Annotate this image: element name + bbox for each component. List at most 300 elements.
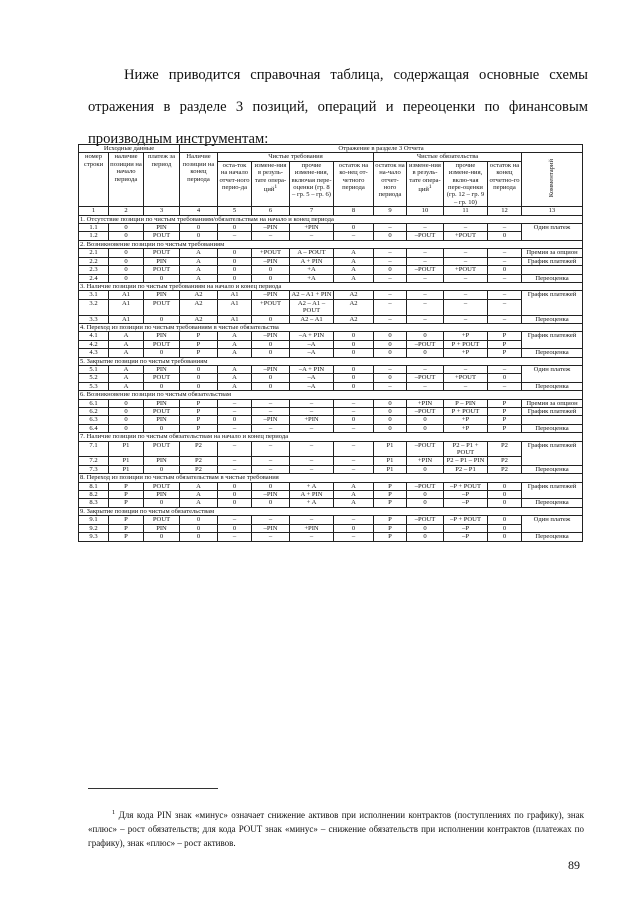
table-cell: –: [488, 365, 522, 373]
table-cell: 8.2: [79, 491, 109, 499]
table-cell: –: [218, 232, 252, 240]
table-cell: 0: [109, 257, 144, 265]
table-cell: 0: [407, 465, 444, 473]
table-cell: –: [444, 249, 488, 257]
comment-cell: График платежей: [522, 257, 583, 265]
table-cell: A: [109, 340, 144, 348]
section-header-row: [79, 391, 583, 399]
table-cell: –PIN: [252, 365, 290, 373]
col-header-comment-text: Комментарий: [548, 159, 556, 198]
table-cell: A: [180, 491, 218, 499]
table-cell: P: [488, 332, 522, 340]
table-cell: 2.2: [79, 257, 109, 265]
table-cell: –: [488, 224, 522, 232]
table-cell: –: [488, 382, 522, 390]
table-cell: 0: [252, 315, 290, 323]
table-cell: +P: [444, 424, 488, 432]
table-cell: P2: [180, 465, 218, 473]
group-header-source: Исходные данные: [79, 145, 180, 153]
table-cell: –PIN: [252, 332, 290, 340]
table-cell: POUT: [144, 266, 180, 274]
table-cell: 0: [180, 533, 218, 541]
table-row: [79, 516, 583, 524]
table-cell: 0: [252, 499, 290, 507]
table-cell: –: [252, 465, 290, 473]
table-cell: –A: [290, 382, 334, 390]
footnote-ref-2: 1: [428, 184, 432, 191]
table-cell: –A: [290, 340, 334, 348]
table-cell: –: [334, 533, 374, 541]
table-cell: +POUT: [444, 374, 488, 382]
table-cell: 0: [374, 416, 407, 424]
table-cell: –: [252, 399, 290, 407]
table-cell: +P: [444, 332, 488, 340]
table-cell: –: [488, 291, 522, 299]
table-cell: 0: [252, 274, 290, 282]
table-cell: –: [290, 232, 334, 240]
table-cell: 0: [252, 349, 290, 357]
column-number: 6: [252, 207, 290, 215]
table-cell: A + PIN: [290, 491, 334, 499]
table-cell: POUT: [144, 340, 180, 348]
table-row: [79, 365, 583, 373]
table-cell: 6.4: [79, 424, 109, 432]
col-header-claims-operations-text: измене-ния в резуль-тате опера-ций: [254, 161, 287, 194]
reference-table: [78, 144, 583, 542]
table-cell: PIN: [144, 365, 180, 373]
table-cell: P: [180, 349, 218, 357]
table-cell: A: [218, 382, 252, 390]
table-cell: 0: [109, 266, 144, 274]
table-cell: P: [374, 524, 407, 532]
table-cell: –: [252, 533, 290, 541]
table-cell: 0: [488, 232, 522, 240]
table-cell: P2: [488, 465, 522, 473]
table-cell: –: [407, 257, 444, 265]
table-cell: +P: [444, 349, 488, 357]
table-cell: P2: [180, 441, 218, 457]
table-cell: A1: [218, 315, 252, 323]
table-cell: –: [334, 465, 374, 473]
table-cell: P: [488, 408, 522, 416]
table-cell: –: [218, 424, 252, 432]
table-cell: P2 – P1 + POUT: [444, 441, 488, 457]
table-cell: –: [334, 232, 374, 240]
table-cell: +PIN: [407, 399, 444, 407]
table-cell: P2 – P1: [444, 465, 488, 473]
table-cell: A: [109, 365, 144, 373]
table-cell: A: [109, 382, 144, 390]
section-title: 1. Отсутствие позиции по чистым требованиям/обязательствам на начало и конец периода: [79, 215, 583, 223]
table-cell: –: [444, 224, 488, 232]
comment-cell: Премия за опцион: [522, 399, 583, 407]
table-cell: 0: [374, 424, 407, 432]
table-cell: –: [290, 441, 334, 457]
table-cell: P1: [374, 457, 407, 465]
table-cell: 0: [252, 374, 290, 382]
col-header-oblig-other: прочие измене-ния, вклю-чая пере-оценки (гр. 12 – гр. 9 – гр. 10): [444, 161, 488, 206]
table-cell: 0: [144, 533, 180, 541]
table-cell: 9.1: [79, 516, 109, 524]
table-cell: 0: [488, 499, 522, 507]
table-cell: 0: [374, 232, 407, 240]
table-cell: P: [374, 499, 407, 507]
table-cell: P: [180, 340, 218, 348]
section-title: 6. Возникновение позиции по чистым обязательствам: [79, 391, 583, 399]
col-header-row-number: номер строки: [79, 153, 109, 207]
table-cell: –: [407, 299, 444, 315]
table-cell: P: [109, 491, 144, 499]
table-cell: –: [290, 465, 334, 473]
table-cell: P: [180, 399, 218, 407]
table-cell: A: [180, 274, 218, 282]
table-cell: 0: [488, 524, 522, 532]
col-header-claims-end: остаток на ко-нец от-четного периода: [334, 161, 374, 206]
table-cell: P: [180, 332, 218, 340]
table-cell: P1: [109, 457, 144, 465]
table-cell: PIN: [144, 457, 180, 465]
table-cell: –: [290, 457, 334, 465]
table-cell: POUT: [144, 299, 180, 315]
table-cell: 0: [374, 399, 407, 407]
table-cell: POUT: [144, 374, 180, 382]
table-cell: –P: [444, 533, 488, 541]
table-row: [79, 482, 583, 490]
table-cell: P: [109, 482, 144, 490]
table-row: [79, 524, 583, 532]
table-cell: 4.1: [79, 332, 109, 340]
table-cell: A: [218, 374, 252, 382]
table-cell: 0: [488, 266, 522, 274]
comment-cell: Переоценка: [522, 424, 583, 432]
column-number: 8: [334, 207, 374, 215]
table-cell: –: [407, 365, 444, 373]
table-cell: A: [109, 374, 144, 382]
comment-cell: Переоценка: [522, 499, 583, 507]
table-cell: P2: [180, 457, 218, 465]
table-cell: 7.1: [79, 441, 109, 457]
table-cell: A: [218, 340, 252, 348]
table-cell: A: [109, 349, 144, 357]
footnote: [88, 806, 584, 850]
table-cell: PIN: [144, 291, 180, 299]
footnote-mark: 1: [112, 809, 116, 816]
table-cell: A1: [109, 299, 144, 315]
table-cell: P: [180, 416, 218, 424]
table-cell: 1.1: [79, 224, 109, 232]
table-cell: POUT: [144, 516, 180, 524]
table-cell: –: [407, 315, 444, 323]
table-cell: 0: [334, 365, 374, 373]
table-cell: –: [252, 232, 290, 240]
table-cell: 0: [334, 374, 374, 382]
table-cell: 0: [374, 266, 407, 274]
table-cell: P2: [488, 457, 522, 465]
table-cell: –: [488, 299, 522, 315]
table-cell: A: [180, 499, 218, 507]
table-cell: –: [444, 365, 488, 373]
table-row: [79, 416, 583, 424]
table-cell: 3.3: [79, 315, 109, 323]
table-cell: –: [374, 315, 407, 323]
column-number: 7: [290, 207, 334, 215]
table-cell: –: [218, 408, 252, 416]
table-row: [79, 499, 583, 507]
table-cell: +PIN: [290, 416, 334, 424]
comment-cell: График платежей: [522, 408, 583, 416]
table-cell: A: [180, 257, 218, 265]
table-cell: 5.2: [79, 374, 109, 382]
table-cell: 7.3: [79, 465, 109, 473]
table-cell: 0: [407, 424, 444, 432]
section-title: 3. Наличие позиции по чистым требованиям на начало и конец периода: [79, 282, 583, 290]
section-header-row: [79, 357, 583, 365]
table-cell: –: [334, 399, 374, 407]
table-cell: A1: [109, 291, 144, 299]
table-cell: 0: [109, 274, 144, 282]
table-cell: 0: [407, 416, 444, 424]
intro-paragraph: Ниже приводится справочная таблица, содержащая основные схемы отражения в разделе 3 позиций, операций и переоценки по финансовым производным инструментам:: [88, 66, 588, 147]
table-cell: –: [407, 274, 444, 282]
table-cell: –A: [290, 349, 334, 357]
table-cell: 0: [218, 249, 252, 257]
table-cell: PIN: [144, 257, 180, 265]
table-cell: A2: [180, 315, 218, 323]
col-header-payment: платеж за период: [144, 153, 180, 207]
table-cell: 5.1: [79, 365, 109, 373]
table-cell: 0: [109, 416, 144, 424]
table-row: [79, 457, 583, 465]
table-cell: 0: [109, 224, 144, 232]
table-cell: A: [180, 482, 218, 490]
table-row: [79, 408, 583, 416]
comment-cell: Переоценка: [522, 315, 583, 323]
table-cell: +PIN: [290, 224, 334, 232]
table-cell: 0: [334, 340, 374, 348]
table-cell: 0: [218, 482, 252, 490]
table-cell: –PIN: [252, 291, 290, 299]
table-cell: 3.1: [79, 291, 109, 299]
column-number: 10: [407, 207, 444, 215]
table-cell: A2: [180, 291, 218, 299]
col-header-position-start: наличие позиции на начало периода: [109, 153, 144, 207]
col-header-claims-start: оста-ток на начало отчет-ного перио-да: [218, 161, 252, 206]
column-number: 9: [374, 207, 407, 215]
column-number-row: [79, 207, 583, 215]
table-cell: PIN: [144, 332, 180, 340]
table-cell: 0: [180, 232, 218, 240]
table-cell: 0: [252, 266, 290, 274]
table-cell: –POUT: [407, 340, 444, 348]
table-cell: A: [180, 249, 218, 257]
col-header-claims-other: прочие измене-ния, включая пере-оценки (гр. 8 – гр. 5 – гр. 6): [290, 161, 334, 206]
comment-cell: Один платеж: [522, 365, 583, 382]
table-cell: A2: [334, 291, 374, 299]
column-number: 1: [79, 207, 109, 215]
table-cell: –: [334, 424, 374, 432]
table-cell: 1.2: [79, 232, 109, 240]
table-cell: –: [407, 382, 444, 390]
table-row: [79, 249, 583, 257]
table-cell: –: [444, 299, 488, 315]
table-cell: –: [290, 424, 334, 432]
table-cell: +POUT: [444, 232, 488, 240]
table-row: [79, 299, 583, 315]
column-number: 12: [488, 207, 522, 215]
table-cell: 7.2: [79, 457, 109, 465]
table-cell: 8.3: [79, 499, 109, 507]
table-cell: –PIN: [252, 224, 290, 232]
table-cell: 0: [488, 491, 522, 499]
table-row: [79, 441, 583, 457]
table-cell: A: [218, 332, 252, 340]
table-cell: 0: [407, 499, 444, 507]
table-cell: 0: [144, 315, 180, 323]
table-cell: 0: [407, 524, 444, 532]
table-cell: 0: [144, 424, 180, 432]
table-cell: P – PIN: [444, 399, 488, 407]
table-cell: –: [444, 315, 488, 323]
table-cell: POUT: [144, 441, 180, 457]
table-cell: PIN: [144, 524, 180, 532]
table-row: [79, 424, 583, 432]
table-cell: P: [109, 499, 144, 507]
section-header-row: [79, 323, 583, 331]
table-cell: –: [218, 465, 252, 473]
table-cell: +PIN: [290, 524, 334, 532]
table-cell: 0: [218, 257, 252, 265]
table-cell: 0: [109, 424, 144, 432]
comment-cell: График платежей: [522, 332, 583, 349]
table-cell: –POUT: [407, 482, 444, 490]
table-cell: A: [109, 332, 144, 340]
table-cell: –: [374, 249, 407, 257]
table-cell: 0: [374, 349, 407, 357]
table-row: [79, 399, 583, 407]
col-header-claims-operations: [252, 161, 290, 206]
table-cell: –: [374, 382, 407, 390]
table-cell: P1: [374, 441, 407, 457]
col-header-oblig-end: остаток на конец отчетно-го периода: [488, 161, 522, 206]
table-cell: 2.3: [79, 266, 109, 274]
table-cell: A: [334, 274, 374, 282]
table-cell: –A + PIN: [290, 332, 334, 340]
table-cell: 5.3: [79, 382, 109, 390]
table-cell: +PIN: [407, 457, 444, 465]
table-cell: –: [290, 408, 334, 416]
table-cell: 4.3: [79, 349, 109, 357]
table-cell: 2.4: [79, 274, 109, 282]
column-number: 11: [444, 207, 488, 215]
table-cell: –: [488, 274, 522, 282]
table-row: [79, 232, 583, 240]
comment-cell: Переоценка: [522, 465, 583, 473]
table-cell: 9.2: [79, 524, 109, 532]
table-cell: –: [374, 257, 407, 265]
table-cell: 0: [252, 482, 290, 490]
table-body: [79, 215, 583, 541]
table-cell: A2: [180, 299, 218, 315]
group-header-claims: Чистые требования: [218, 153, 374, 161]
table-cell: P: [488, 424, 522, 432]
table-cell: 0: [374, 332, 407, 340]
table-cell: –: [488, 249, 522, 257]
table-cell: –: [334, 457, 374, 465]
table-cell: P2 – P1 – PIN: [444, 457, 488, 465]
table-cell: 0: [109, 249, 144, 257]
table-cell: 4.2: [79, 340, 109, 348]
page-number: 89: [568, 858, 580, 872]
table-cell: 0: [180, 382, 218, 390]
section-title: 2. Возникновение позиции по чистым требованиям: [79, 240, 583, 248]
table-cell: P: [180, 424, 218, 432]
table-cell: –P + POUT: [444, 516, 488, 524]
comment-cell: Переоценка: [522, 349, 583, 357]
footnote-ref-1: 1: [274, 184, 278, 191]
table-cell: 0: [180, 374, 218, 382]
table-cell: A2 – A1 – POUT: [290, 299, 334, 315]
col-header-position-end: Наличие позиции на конец периода: [180, 153, 218, 207]
table-cell: 0: [144, 274, 180, 282]
table-cell: A: [218, 349, 252, 357]
table-cell: 0: [144, 499, 180, 507]
table-cell: –: [252, 408, 290, 416]
table-cell: 0: [407, 349, 444, 357]
table-cell: 0: [334, 524, 374, 532]
comment-cell: Один платеж: [522, 516, 583, 533]
table-cell: –: [334, 408, 374, 416]
table-cell: 0: [180, 224, 218, 232]
table-cell: +POUT: [252, 299, 290, 315]
table-cell: P: [488, 340, 522, 348]
table-cell: P: [488, 349, 522, 357]
table-cell: P + POUT: [444, 340, 488, 348]
group-header-obligations: Чистые обязательства: [374, 153, 522, 161]
table-cell: 0: [334, 382, 374, 390]
table-cell: PIN: [144, 399, 180, 407]
table-cell: –: [488, 315, 522, 323]
table-cell: 0: [218, 524, 252, 532]
table-cell: A1: [218, 299, 252, 315]
table-cell: P1: [109, 441, 144, 457]
table-cell: –: [407, 291, 444, 299]
table-cell: 0: [180, 365, 218, 373]
comment-cell: График платежей: [522, 291, 583, 315]
table-cell: –POUT: [407, 266, 444, 274]
table-cell: –: [218, 516, 252, 524]
table-row: [79, 465, 583, 473]
table-cell: PIN: [144, 416, 180, 424]
comment-cell: [522, 416, 583, 424]
table-row: [79, 332, 583, 340]
table-cell: –: [290, 533, 334, 541]
table-cell: 2.1: [79, 249, 109, 257]
table-row: [79, 533, 583, 541]
column-number: 4: [180, 207, 218, 215]
table-cell: –POUT: [407, 441, 444, 457]
table-cell: 0: [334, 416, 374, 424]
table-row: [79, 340, 583, 348]
group-header-report: Отражение в разделе 3 Отчета: [180, 145, 583, 153]
table-cell: –PIN: [252, 416, 290, 424]
table-cell: PIN: [144, 491, 180, 499]
table-cell: –: [444, 257, 488, 265]
table-cell: 0: [252, 340, 290, 348]
table-cell: A: [334, 257, 374, 265]
table-cell: 0: [144, 465, 180, 473]
comment-cell: Премия за опцион: [522, 249, 583, 257]
section-title: 5. Закрытие позиции по чистым требованиям: [79, 357, 583, 365]
